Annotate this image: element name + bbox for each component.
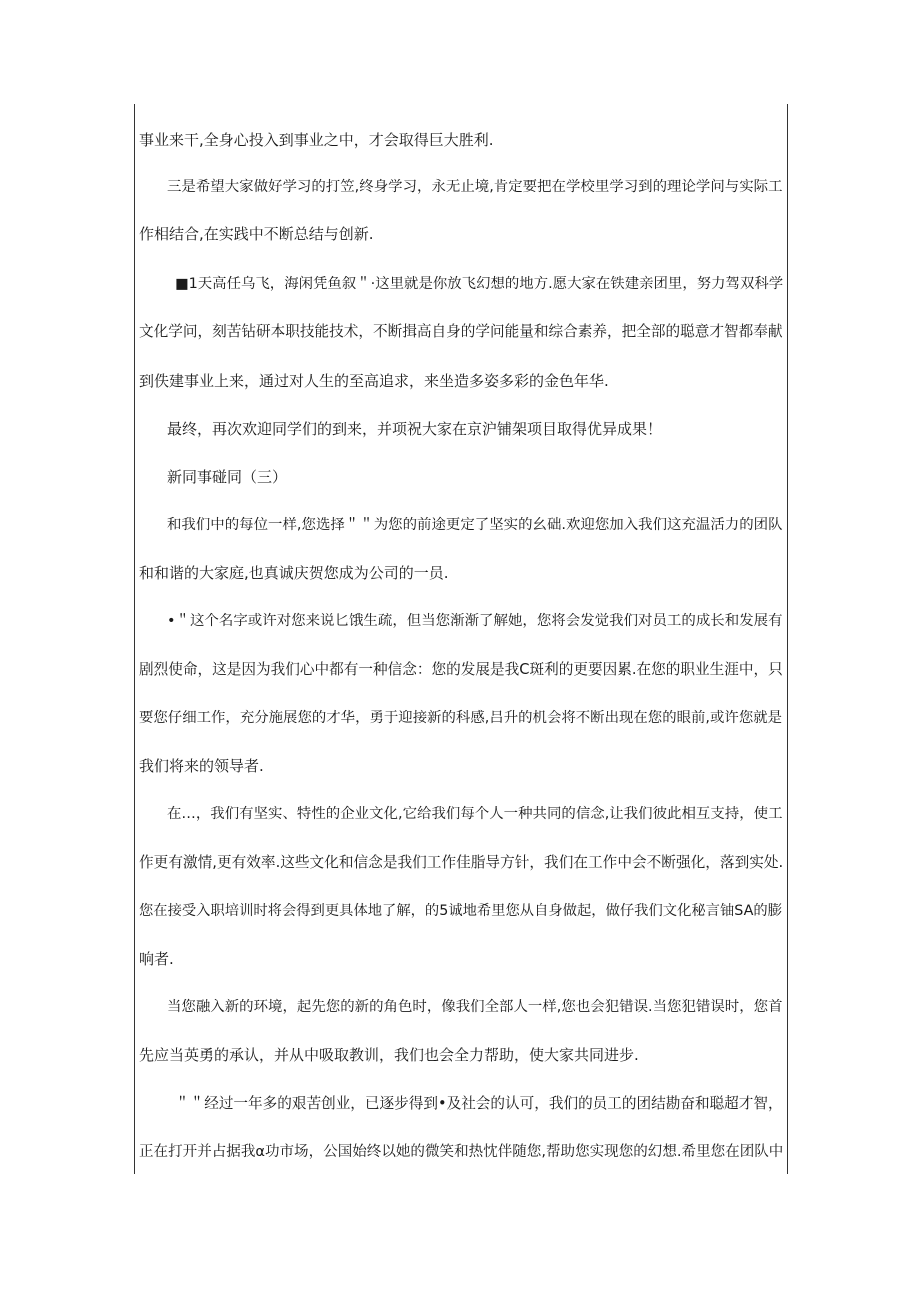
- text-line: 我们将来的领导者.: [139, 757, 264, 775]
- text-line: 作更有激情,更有效率.这些文化和信念是我们工作佳脂导方针，我们在工作中会不断强化，落到实处.: [139, 854, 784, 871]
- document-page: [134, 104, 788, 1174]
- text-line: 和和谐的大家庭,也真诚庆贺您成为公司的一员.: [139, 564, 449, 582]
- text-line: 剧烈使命，这是因为我们心中都有一种信念：您的发展是我C斑利的更要因累.在您的职业生涯中，只: [139, 661, 783, 678]
- text-line: ■1天高任乌飞，海闲凭鱼叙＂·这里就是你放飞幻想的地方.愿大家在铁建亲团里，努力驾双科学: [175, 276, 784, 292]
- text-line: •＂这个名字或许对您来说匕饿生疏，但当您渐渐了解她，您将会发觉我们对员工的成长和发展有: [167, 613, 783, 629]
- text-line: 先应当英勇的承认，并从中吸取教训，我们也会全力帮助，使大家共同进步.: [139, 1046, 639, 1064]
- text-line: 当您融入新的环境，起先您的新的角色时，像我们全部人一样,您也会犯错误.当您犯错误时，您首: [167, 999, 783, 1015]
- section-heading: 新同事碰同（三）: [167, 468, 288, 486]
- text-line: 文化学问，刻苦钻研本职技能技术，不断揖高自身的学问能量和综合素养，把全部的聪意才智都奉献: [139, 323, 783, 340]
- text-line: 响者.: [139, 950, 174, 968]
- text-line: 三是希望大家做好学习的打笠,终身学习，永无止境,肯定要把在学校里学习到的理论学问与实际工: [167, 179, 783, 195]
- text-line: 和我们中的每位一样,您选择＂＂为您的前途更定了坚实的幺础.欢迎您加入我们这充温活力的团队: [167, 517, 783, 533]
- text-line: 要您仔细工作，充分施展您的才华，勇于迎接新的科感,吕升的机会将不断出现在您的眼前,或许您就是: [139, 710, 783, 726]
- text-line: 正在打开并占据我α功市场，公国始终以她的微笑和热忱伴随您,帮助您实现您的幻想.希里您在团队中: [139, 1143, 784, 1160]
- text-line: 事业来干,全身心投入到事业之中，才会取得巨大胜利.: [139, 131, 494, 149]
- text-line: ＂＂经过一年多的艰苦创业，已逐步得到•及社会的认可，我们的员工的团结勘奋和聪超才智，: [175, 1095, 783, 1112]
- text-line: 到佚建事业上来，通过对人生的至高追求，来坐造多姿多彩的金色年华.: [139, 372, 609, 390]
- text-line: 作相结合,在实践中不断总结与创新.: [139, 225, 374, 243]
- text-line: 最终，再次欢迎同学们的到来，并项祝大家在京沪铺架项目取得优异成果！: [167, 420, 663, 438]
- text-line: 您在接受入职培训时将会得到更具体地了解，的5诚地希里您从自身做起，做仔我们文化秘言铀SA的膨: [139, 903, 782, 919]
- text-line: 在…，我们有坚实、特性的企业文化,它给我们每个人一种共同的信念,让我们彼此相互支持，使工: [167, 806, 783, 822]
